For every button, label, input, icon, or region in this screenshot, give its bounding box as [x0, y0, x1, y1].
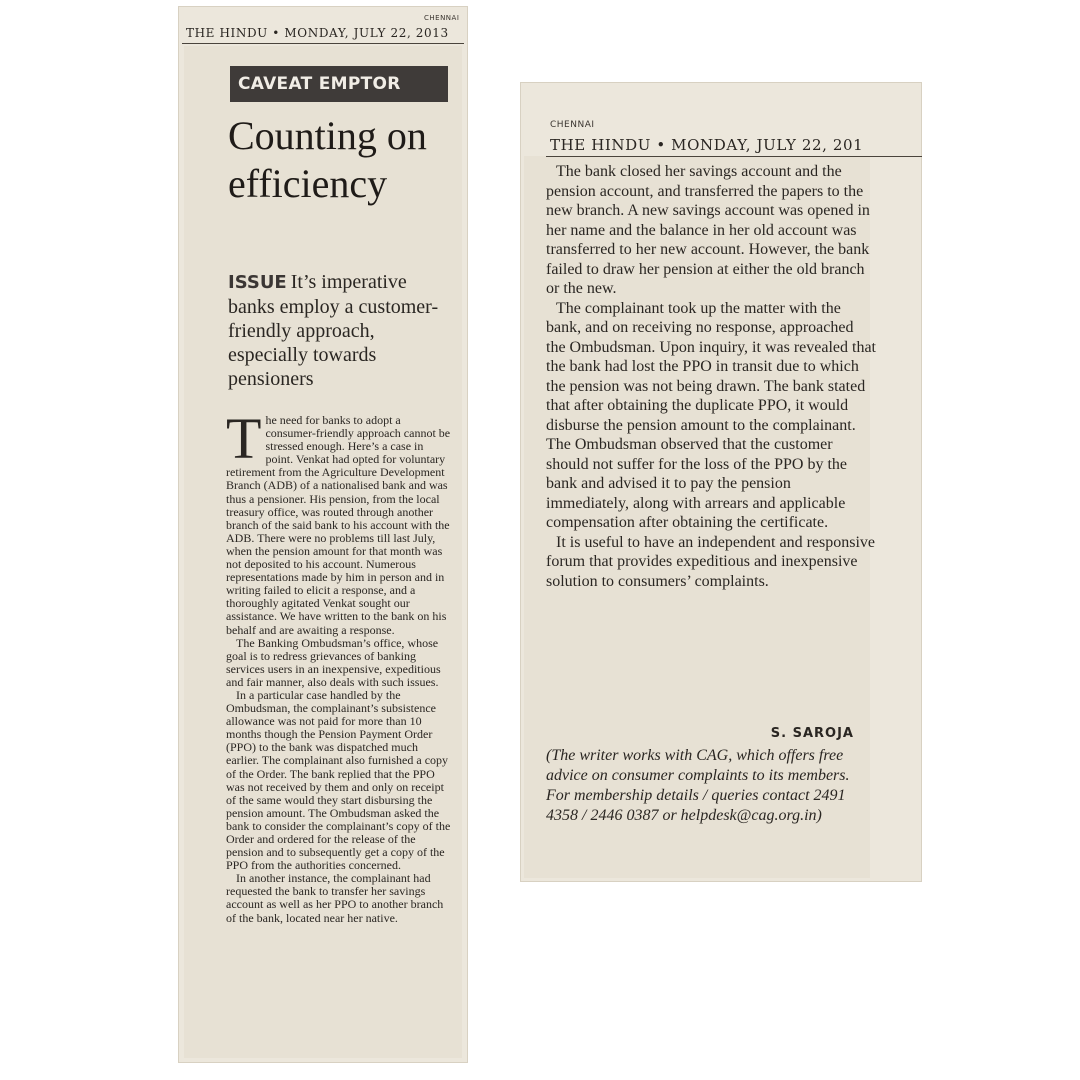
article-paragraph: The Banking Ombudsman’s office, whose goal is to redress grievances of banking services users in an inexpensive, expeditious and fair manner, also deals with such issues. [226, 635, 441, 689]
left-city-label: CHENNAI [424, 14, 460, 22]
article-paragraph: The need for banks to adopt a consumer-friendly approach cannot be stressed enough. Here’s a case in point. Venkat had opted for voluntary retirement from the Agriculture Development Branch (ADB) of a nationalised bank and was thus a pensioner. His pension, from the local treasury office, was routed through another branch of the said bank to his account with the ADB. There were no problems till last July, when the pension amount for that month was not deposited to his account. Numerous representations made by him in person and in writing failed to elicit a response, and a thoroughly agitated Venkat sought our assistance. We have written to the bank on his behalf and are awaiting a response. [226, 406, 451, 637]
right-masthead: THE HINDU • MONDAY, JULY 22, 201 [550, 136, 864, 154]
drop-cap: T [226, 406, 262, 471]
right-masthead-rule [546, 156, 922, 157]
article-paragraph: The bank closed her savings account and the pension account, and transferred the papers to the new branch. A new savings account was opened in her name and the balance in her old account was transferred to her new account. However, the bank failed to draw her pension at either the old branch or the new. [546, 163, 870, 297]
left-article-body [226, 406, 452, 925]
right-article-body [546, 162, 876, 591]
author-signature: S. SAROJA [770, 726, 854, 741]
article-paragraph: In another instance, the complainant had requested the bank to transfer her savings account as well as her PPO to another branch of the bank, located near her native. [226, 871, 444, 925]
left-masthead-rule [182, 43, 464, 44]
standfirst-tag: ISSUE [228, 272, 287, 293]
article-paragraph: The complainant took up the matter with the bank, and on receiving no response, approached the Ombudsman. Upon inquiry, it was revealed that the bank had lost the PPO in transit due to which the pension was not being drawn. The bank stated that after obtaining the duplicate PPO, it would disburse the pension amount to the complainant. The Ombudsman observed that the customer should not suffer for the loss of the PPO by the bank and advised it to pay the pension immediately, along with arrears and applicable compensation after obtaining the certificate. [546, 299, 876, 531]
left-masthead: THE HINDU • MONDAY, JULY 22, 2013 [186, 26, 449, 40]
article-paragraph: It is useful to have an independent and responsive forum that provides expeditious and inexpensive solution to consumers’ complaints. [546, 533, 876, 590]
headline: Counting on efficiency [228, 113, 427, 206]
right-clipping [520, 82, 922, 882]
author-note: (The writer works with CAG, which offers free advice on consumer complaints to its members. For membership details / queries contact 2491 4358 / 2446 0387 or helpdesk@cag.org.in) [546, 747, 850, 824]
left-clipping [178, 6, 468, 1063]
standfirst [228, 270, 448, 391]
standfirst-text: It’s imperative banks employ a customer-friendly approach, especially towards pensioners [228, 271, 439, 390]
section-banner: CAVEAT EMPTOR [230, 66, 448, 102]
article-paragraph: In a particular case handled by the Ombudsman, the complainant’s subsistence allowance was not paid for more than 10 months though the Pension Payment Order (PPO) to the bank was dispatched much earlier. The complainant also furnished a copy of the Order. The bank replied that the PPO was not received by them and only on receipt of the same would they start disbursing the pension amount. The Ombudsman asked the bank to consider the complainant’s copy of the Order and ordered for the release of the pension and to subsequently get a copy of the PPO from the authorities concerned. [226, 687, 451, 873]
right-city-label: CHENNAI [550, 120, 595, 130]
